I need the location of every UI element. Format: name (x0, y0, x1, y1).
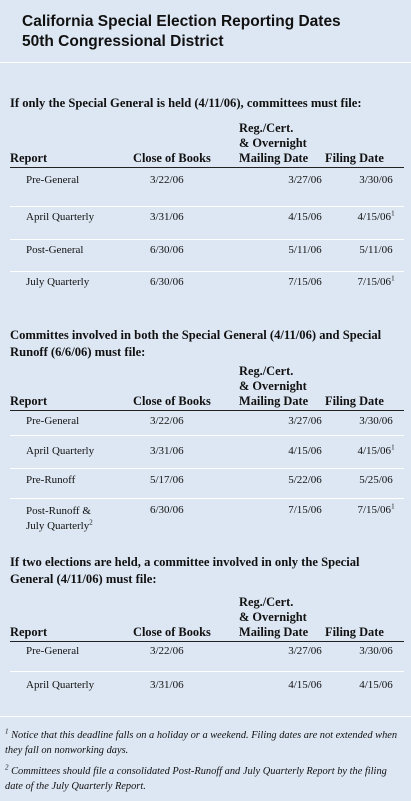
footnote-2: $^2$ Committees should file a consolidated Post-Runoff and July Quarterly Report by the filing date of the July Quarterly Report. (5, 763, 387, 792)
col-report: Report (10, 394, 48, 408)
section-special-general-only (10, 95, 404, 291)
mailing-date: 3/27/06 (262, 415, 348, 435)
report-table (10, 174, 404, 291)
report-name: Pre-General (10, 415, 138, 435)
table-row (10, 415, 404, 435)
mailing-date: 7/15/06 (288, 275, 322, 288)
divider (0, 62, 411, 63)
report-name: Pre-General (10, 645, 138, 671)
footnote-ref: 1 (391, 442, 395, 451)
filing-date: 3/30/06 (348, 415, 404, 435)
filing-date: 3/30/06 (348, 645, 404, 671)
col-filing-date: Filing Date (325, 394, 384, 408)
document-title (22, 12, 341, 52)
filing-date: 3/30/06 (348, 174, 404, 206)
table-row (10, 671, 404, 691)
title-line-1: California Special Election Reporting Dates (22, 13, 341, 30)
title-line-2: 50th Congressional District (22, 33, 224, 50)
mailing-date: 5/11/06 (262, 239, 348, 271)
mailing-date: 3/27/06 (262, 174, 348, 206)
col-report: Report (10, 625, 48, 639)
table-row (10, 206, 404, 239)
filing-date: $7/15/06^1$ (357, 273, 395, 288)
close-of-books: 6/30/06 (138, 239, 262, 271)
table-row (10, 174, 404, 206)
mailing-date: 4/15/06 (288, 678, 322, 691)
close-of-books: 3/31/06 (138, 206, 262, 239)
filing-date: $4/15/06^1$ (348, 435, 404, 468)
report-name: Post-General (10, 239, 138, 271)
table-row (10, 435, 404, 468)
table-row (10, 645, 404, 671)
report-name: Pre-Runoff (10, 468, 138, 498)
section-general-and-runoff (10, 327, 404, 534)
report-name: July Quarterly (26, 275, 90, 288)
col-close-of-books: Close of Books (133, 625, 211, 639)
report-table (10, 415, 404, 534)
report-name: April Quarterly (26, 678, 95, 691)
col-close-of-books: Close of Books (133, 151, 211, 165)
filing-date: $4/15/06^1$ (348, 206, 404, 239)
col-report: Report (10, 151, 48, 165)
col-filing-date: Filing Date (325, 625, 384, 639)
mailing-date: 7/15/06 (288, 503, 322, 516)
close-of-books: 3/31/06 (150, 678, 184, 691)
section-heading: If two elections are held, a committee involved in only the Special General (4/11/06) must file: (10, 555, 360, 586)
footnote-ref: 1 (391, 501, 395, 510)
mailing-date: 3/27/06 (262, 645, 348, 671)
table-row (10, 498, 404, 534)
close-of-books: 3/31/06 (138, 435, 262, 468)
report-table (10, 645, 404, 691)
table-row (10, 468, 404, 498)
footnote-ref: 2 (89, 517, 93, 526)
footnotes (5, 728, 405, 800)
header-rule (10, 167, 404, 168)
filing-date: 5/11/06 (348, 239, 404, 271)
report-name: April Quarterly (10, 435, 138, 468)
table-row (10, 239, 404, 271)
filing-date: $7/15/06^1$ (357, 501, 395, 516)
close-of-books: 5/17/06 (138, 468, 262, 498)
section-heading: If only the Special General is held (4/11/06), committees must file: (10, 96, 362, 110)
footnote-1: $^1$ Notice that this deadline falls on a holiday or a weekend. Filing dates are not extended when they fall on nonworking days. (5, 727, 398, 756)
header-rule (10, 641, 404, 642)
close-of-books: 6/30/06 (150, 275, 184, 288)
column-header-row (10, 112, 404, 166)
close-of-books: 6/30/06 (150, 503, 184, 516)
header-rule (10, 410, 404, 411)
mailing-date: 4/15/06 (262, 435, 348, 468)
divider (0, 716, 411, 717)
col-close-of-books: Close of Books (133, 394, 211, 408)
table-row (10, 271, 404, 291)
footnote-ref: 1 (391, 273, 395, 282)
col-mailing-date: Reg./Cert. & Overnight Mailing Date (239, 364, 309, 408)
section-special-general-in-two-elections (10, 554, 404, 691)
col-filing-date: Filing Date (325, 151, 384, 165)
report-name: April Quarterly (10, 206, 138, 239)
column-header-row (10, 588, 404, 640)
mailing-date: 4/15/06 (262, 206, 348, 239)
col-mailing-date: Reg./Cert. & Overnight Mailing Date (239, 121, 309, 165)
column-header-row (10, 361, 404, 409)
mailing-date: 5/22/06 (262, 468, 348, 498)
report-name: Post-Runoff & July Quarterly$^2$ (26, 504, 93, 532)
col-mailing-date: Reg./Cert. & Overnight Mailing Date (239, 595, 309, 639)
filing-date: 5/25/06 (348, 468, 404, 498)
close-of-books: 3/22/06 (138, 174, 262, 206)
section-heading: Committes involved in both the Special General (4/11/06) and Special Runoff (6/6/06) must file: (10, 328, 382, 359)
close-of-books: 3/22/06 (138, 415, 262, 435)
report-name: Pre-General (10, 174, 138, 206)
close-of-books: 3/22/06 (138, 645, 262, 671)
footnote-ref: 1 (391, 208, 395, 217)
filing-date: 4/15/06 (359, 678, 393, 691)
